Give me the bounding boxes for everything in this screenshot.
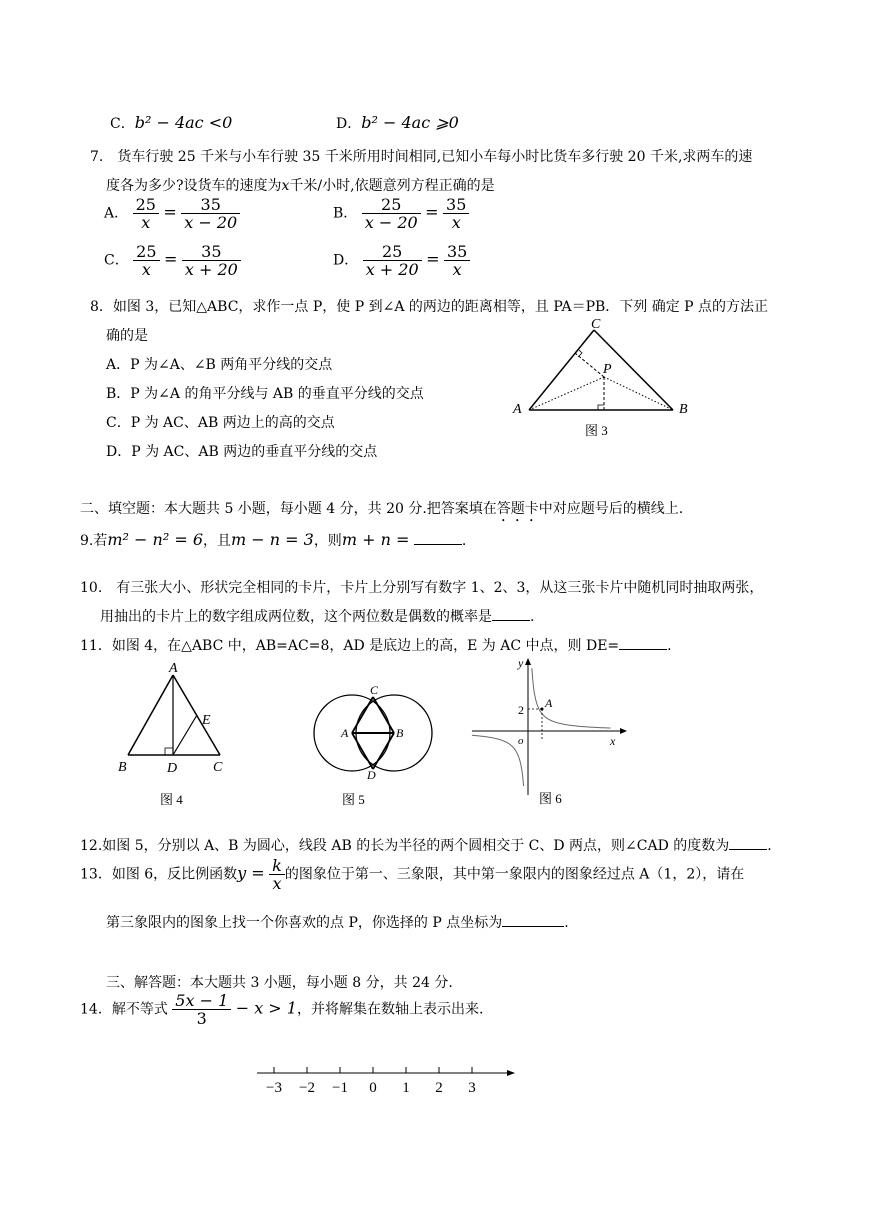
fig3-label-a: A xyxy=(513,402,522,417)
q6-option-c: C．b² − 4ac <0 xyxy=(110,113,233,132)
q13-line2: 第三象限内的图象上找一个你喜欢的点 P，你选择的 P 点坐标为 . xyxy=(106,915,569,931)
number-line-label: 1 xyxy=(402,1080,410,1096)
q8-option-b: B．P 为∠A 的角平分线与 AB 的垂直平分线的交点 xyxy=(106,386,424,402)
fig4-label-e: E xyxy=(202,713,211,728)
number-line-label: 3 xyxy=(468,1080,476,1096)
fig6-label-x: x xyxy=(610,734,616,748)
q12: 12.如图 5，分别以 A、B 为圆心，线段 AB 的长为半径的两个圆相交于 C、D 两点，则∠CAD 的度数为 . xyxy=(80,838,772,854)
fig4-label-b: B xyxy=(118,760,127,775)
fig3-label-b: B xyxy=(679,402,688,417)
q8-option-d: D．P 为 AC、AB 两边的垂直平分线的交点 xyxy=(106,444,378,460)
fig6-label-y: y xyxy=(518,656,524,670)
q6-option-d: D．b² − 4ac ⩾0 xyxy=(336,113,459,132)
q7-option-c: C． $\frac{25}{x}$ = $\frac{35}{x + 20}$ xyxy=(104,243,241,278)
fig6-label-origin: o xyxy=(518,735,524,747)
fig4-label-c: C xyxy=(213,760,223,775)
q10-answer-blank[interactable] xyxy=(492,608,530,621)
figure-3-triangle xyxy=(505,315,705,440)
hyperbola-branch-q1 xyxy=(532,668,611,728)
fig3-label-c: C xyxy=(591,317,601,332)
q10-line2: 用抽出的卡片上的数字组成两位数，这个两位数是偶数的概率是 . xyxy=(100,609,535,625)
q8-option-a: A．P 为∠A、∠B 两角平分线的交点 xyxy=(106,357,333,373)
q12-answer-blank[interactable] xyxy=(729,837,767,850)
number-line-label: −2 xyxy=(299,1080,315,1096)
q7-line1: 7. 货车行驶 25 千米与小车行驶 35 千米所用时间相同,已知小车每小时比货车多行驶 20 千米,求两车的速 xyxy=(90,149,753,165)
fig4-label-d: D xyxy=(167,761,178,776)
hyperbola-branch-q3 xyxy=(472,735,524,786)
fig5-label-b: B xyxy=(396,726,404,740)
fig6-label-a: A xyxy=(545,696,553,710)
fig3-caption: 图 3 xyxy=(585,423,608,438)
q11-answer-blank[interactable] xyxy=(619,637,667,650)
q10-line1: 10. 有三张大小、形状完全相同的卡片，卡片上分别写有数字 1、2、3，从这三张卡片中随机同时抽取两张， xyxy=(80,580,764,596)
number-line-label: 2 xyxy=(435,1080,443,1096)
fig4-label-a: A xyxy=(169,661,178,676)
number-line-label: 0 xyxy=(369,1080,377,1096)
q8-option-c: C．P 为 AC、AB 两边上的高的交点 xyxy=(106,415,335,431)
number-line xyxy=(255,1060,520,1096)
q7-line2: 度各为多少?设货车的速度为x千米/小时,依题意列方程正确的是 xyxy=(106,178,495,194)
q8-line1: 8．如图 3，已知△ABC，求作一点 P，使 P 到∠A 的两边的距离相等，且 PA＝PB．下列 确定 P 点的方法正 xyxy=(90,299,769,315)
q7-option-b: B． $\frac{25}{x - 20}$ = $\frac{35}{x}$ xyxy=(333,196,469,231)
number-line-label: −3 xyxy=(266,1080,282,1096)
section-2-heading: 二、填空题：本大题共 5 小题，每小题 4 分，共 20 分.把答案填在答题卡中对应题号后的横线上. xyxy=(80,501,684,517)
fig6-label-2: 2 xyxy=(518,703,524,717)
number-line-label: −1 xyxy=(332,1080,348,1096)
fig5-label-d: D xyxy=(367,768,376,782)
q11: 11．如图 4，在△ABC 中，AB=AC=8，AD 是底边上的高，E 为 AC 中点，则 DE= . xyxy=(80,638,672,654)
q7-option-a: A． $\frac{25}{x}$ = $\frac{35}{x - 20}$ xyxy=(104,196,240,231)
figure-4-isosceles-triangle xyxy=(112,660,237,810)
fig5-label-c: C xyxy=(370,683,379,697)
q8-line2: 确的是 xyxy=(106,328,148,344)
q14: 14．解不等式 $\frac{5x - 1}{3}$ − x > 1，并将解集在数轴上表示出来. xyxy=(80,991,484,1028)
figure-6-hyperbola xyxy=(470,655,630,810)
q13-line1: 13．如图 6，反比例函数y = $\frac{k}{x}$ 的图象位于第一、三象限，其中第一象限内的图象经过点 A（1，2），请在 xyxy=(80,856,745,893)
fig4-caption: 图 4 xyxy=(160,792,183,807)
q13-answer-blank[interactable] xyxy=(502,914,564,927)
fig3-label-p: P xyxy=(603,362,612,377)
fig6-caption: 图 6 xyxy=(539,791,562,806)
q7-option-d: D． $\frac{25}{x + 20}$ = $\frac{35}{x}$ xyxy=(333,243,470,278)
figure-5-two-circles xyxy=(305,675,445,810)
fig5-caption: 图 5 xyxy=(342,792,365,807)
q9: 9.若m² − n² = 6，且m − n = 3，则m + n = . xyxy=(80,530,467,549)
section-3-heading: 三、解答题：本大题共 3 小题，每小题 8 分，共 24 分. xyxy=(106,975,453,991)
fig5-label-a: A xyxy=(341,726,349,740)
q9-answer-blank[interactable] xyxy=(414,532,462,545)
